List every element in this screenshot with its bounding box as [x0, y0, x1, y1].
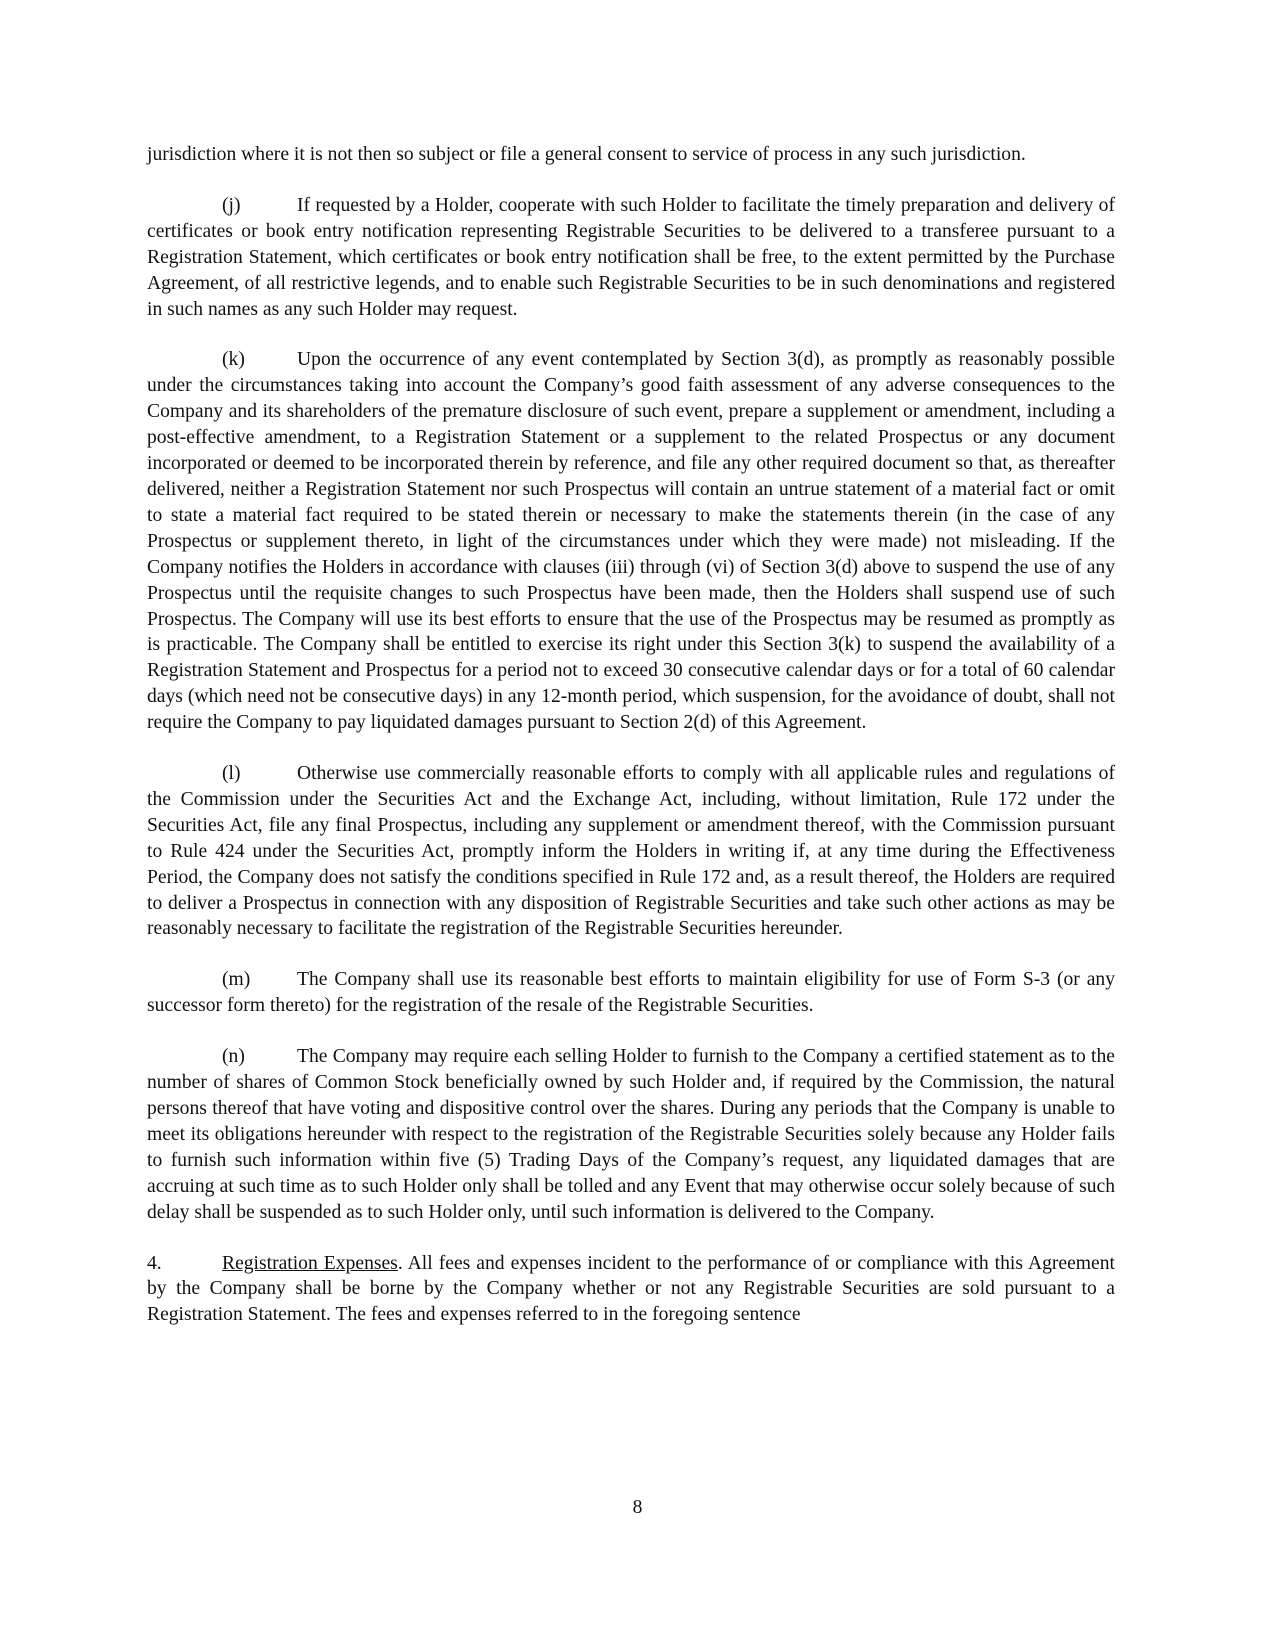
- clause-j-text: If requested by a Holder, cooperate with such Holder to facilitate the timely preparation and delivery of certificates or book entry notification representing Registrable Securities to be delivered to a transferee pursuant to a Registration Statement, which certificates or book entry notification shall be free, to the extent permitted by the Purchase Agreement, of all restrictive legends, and to enable such Registrable Securities to be in such denominations and registered in such names as any such Holder may request.: [147, 194, 1115, 320]
- clause-m-text: The Company shall use its reasonable best efforts to maintain eligibility for use of Form S-3 (or any successor form thereto) for the registration of the resale of the Registrable Securities.: [147, 969, 1115, 1017]
- clause-l-label: (l): [222, 763, 241, 785]
- paragraph-continuation: jurisdiction where it is not then so subject or file a general consent to service of process in any such jurisdiction.: [147, 144, 1026, 165]
- clause-l-text: Otherwise use commercially reasonable efforts to comply with all applicable rules and regulations of the Commission under the Securities Act and the Exchange Act, including, without limitation, Rule 172 under the Securities Act, file any final Prospectus, including any supplement or amendment thereof, with the Commission pursuant to Rule 424 under the Securities Act, promptly inform the Holders in writing if, at any time during the Effectiveness Period, the Company does not satisfy the conditions specified in Rule 172 and, as a result thereof, the Holders are required to deliver a Prospectus in connection with any disposition of Registrable Securities and take such other actions as may be reasonably necessary to facilitate the registration of the Registrable Securities hereunder.: [147, 763, 1115, 940]
- clause-n-label: (n): [222, 1046, 245, 1068]
- clause-l: [147, 761, 1115, 942]
- section-4-heading: Registration Expenses: [222, 1252, 398, 1274]
- clause-n: [147, 1044, 1115, 1225]
- page-number: 8: [632, 1497, 643, 1518]
- clause-n-text: The Company may require each selling Holder to furnish to the Company a certified statement as to the number of shares of Common Stock beneficially owned by such Holder and, if required by the Commission, the natural persons thereof that have voting and dispositive control over the shares. During any periods that the Company is unable to meet its obligations hereunder with respect to the registration of the Registrable Securities solely because any Holder fails to furnish such information within five (5) Trading Days of the Company’s request, any liquidated damages that are accruing at such time as to such Holder only shall be tolled and any Event that may otherwise occur solely because of such delay shall be suspended as to such Holder only, until such information is delivered to the Company.: [147, 1046, 1115, 1223]
- clause-k-text: Upon the occurrence of any event contemplated by Section 3(d), as promptly as reasonably possible under the circumstances taking into account the Company’s good faith assessment of any adverse consequences to the Company and its shareholders of the premature disclosure of such event, prepare a supplement or amendment, including a post-effective amendment, to a Registration Statement or a supplement to the related Prospectus or any document incorporated or deemed to be incorporated therein by reference, and file any other required document so that, as thereafter delivered, neither a Registration Statement nor such Prospectus will contain an untrue statement of a material fact or omit to state a material fact required to be stated therein or necessary to make the statements therein (in the case of any Prospectus or supplement thereto, in light of the circumstances under which they were made) not misleading. If the Company notifies the Holders in accordance with clauses (iii) through (vi) of Section 3(d) above to suspend the use of any Prospectus until the requisite changes to such Prospectus have been made, then the Holders shall suspend use of such Prospectus. The Company will use its best efforts to ensure that the use of the Prospectus may be resumed as promptly as is practicable. The Company shall be entitled to exercise its right under this Section 3(k) to suspend the availability of a Registration Statement and Prospectus for a period not to exceed 30 consecutive calendar days or for a total of 60 calendar days (which need not be consecutive days) in any 12-month period, which suspension, for the avoidance of doubt, shall not require the Company to pay liquidated damages pursuant to Section 2(d) of this Agreement.: [147, 349, 1115, 734]
- section-4-text: . All fees and expenses incident to the performance of or compliance with this Agreement by the Company shall be borne by the Company whether or not any Registrable Securities are sold pursuant to a Registration Statement. The fees and expenses referred to in the foregoing sentence: [147, 1252, 1115, 1326]
- clause-j-label: (j): [222, 194, 241, 216]
- section-4-number: 4.: [147, 1252, 162, 1274]
- clause-k-label: (k): [222, 349, 245, 371]
- clause-m-label: (m): [222, 969, 251, 991]
- clause-k: [147, 347, 1115, 736]
- section-4: [147, 1251, 1115, 1329]
- clause-j: [147, 193, 1115, 323]
- clause-m: [147, 967, 1115, 1019]
- document-page: [147, 142, 1115, 1328]
